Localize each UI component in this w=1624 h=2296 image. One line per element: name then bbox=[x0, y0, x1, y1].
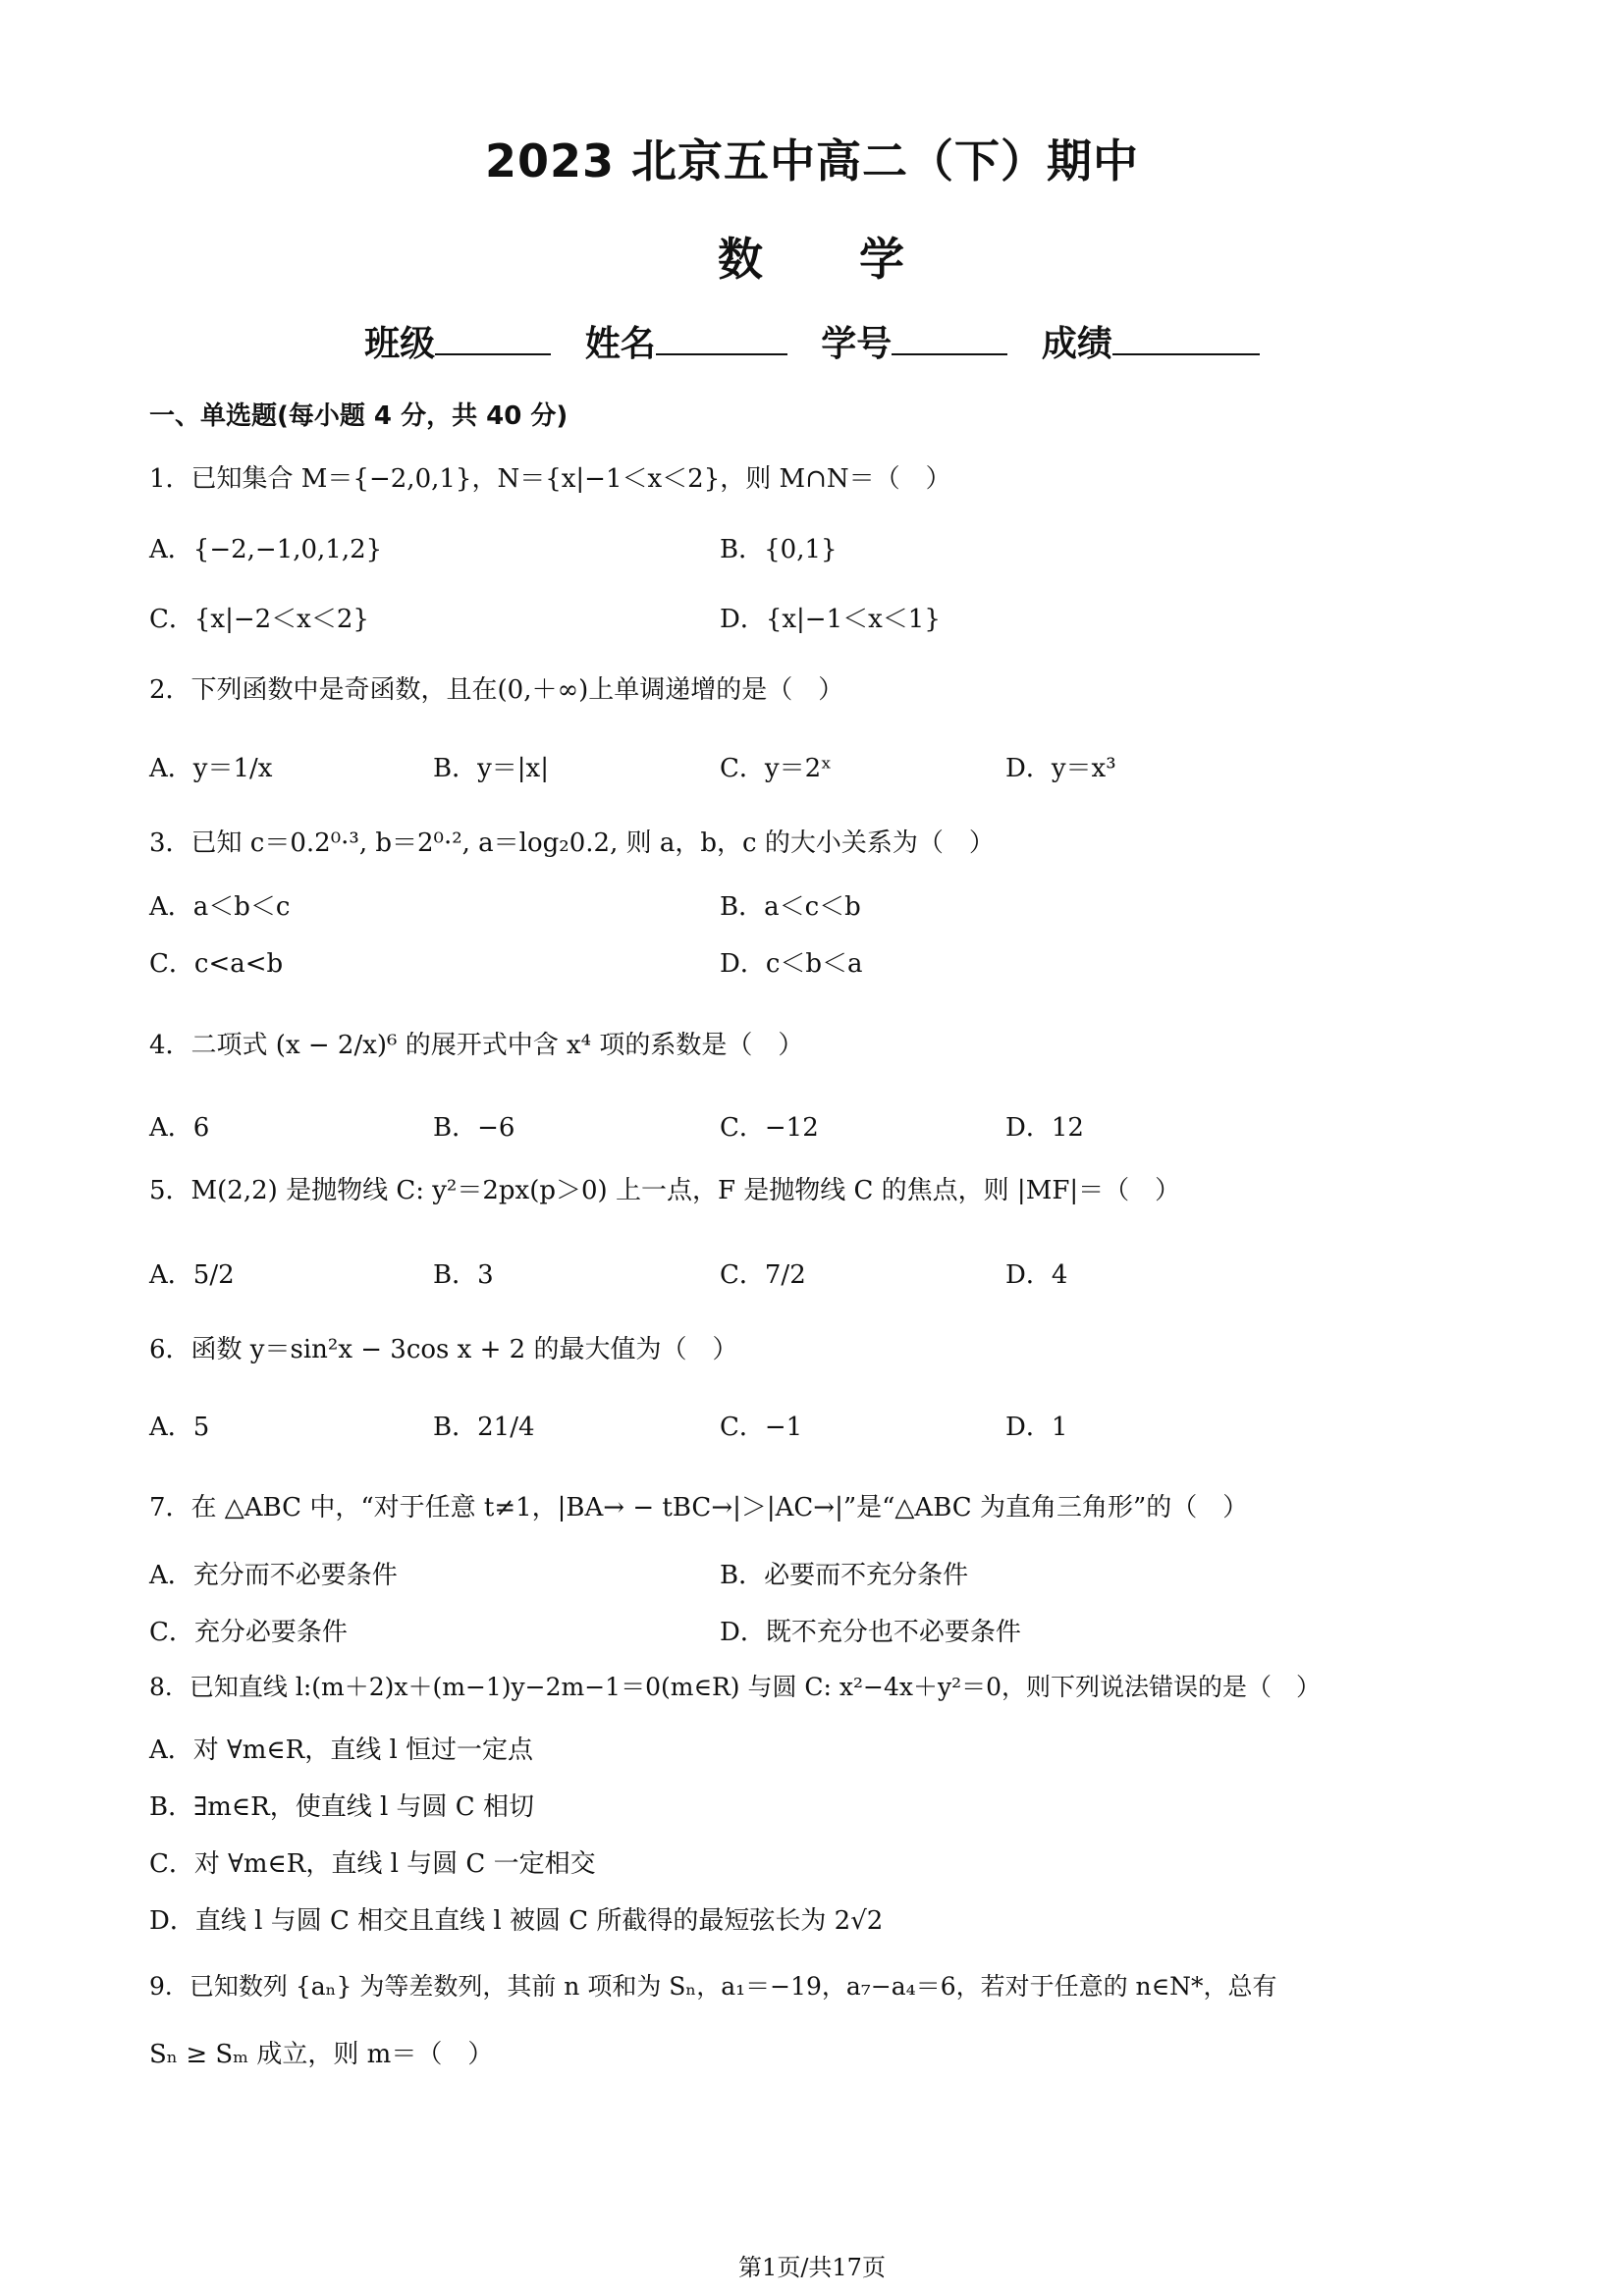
q7-option-a: A．充分而不必要条件 bbox=[149, 1561, 398, 1590]
student-id-label: 学号 bbox=[821, 324, 893, 364]
q6-option-a: A．5 bbox=[149, 1413, 210, 1442]
page-number: 第1页/共17页 bbox=[738, 2254, 886, 2281]
q5-option-a: A．5/2 bbox=[149, 1260, 235, 1290]
q8-option-a: A．对 ∀m∈R，直线 l 恒过一定点 bbox=[149, 1735, 534, 1765]
q7-option-d: D．既不充分也不必要条件 bbox=[720, 1618, 1021, 1647]
name-blank[interactable] bbox=[656, 322, 787, 355]
name-label: 姓名 bbox=[584, 324, 656, 364]
q2-option-a: A．y＝1/x bbox=[149, 754, 273, 783]
page-title: 2023 北京五中高二（下）期中 bbox=[484, 134, 1140, 187]
class-blank[interactable] bbox=[435, 322, 551, 355]
q3-option-c: C．c<a<b bbox=[149, 949, 284, 979]
q2-option-b: B．y＝|x| bbox=[433, 754, 549, 783]
q6-option-d: D．1 bbox=[1005, 1413, 1068, 1442]
question-5: 5．M(2,2) 是抛物线 C: y²＝2px(p＞0) 上一点，F 是抛物线 C 的焦点，则 |MF|＝（ ） bbox=[149, 1176, 1181, 1205]
question-1: 1．已知集合 M＝{−2,0,1}，N＝{x|−1＜x＜2}，则 M∩N＝（ ） bbox=[149, 464, 951, 494]
q1-option-b: B．{0,1} bbox=[720, 535, 838, 564]
score-label: 成绩 bbox=[1041, 324, 1112, 364]
q1-option-a: A．{−2,−1,0,1,2} bbox=[149, 535, 383, 564]
q8-option-d: D．直线 l 与圆 C 相交且直线 l 被圆 C 所截得的最短弦长为 2√2 bbox=[149, 1906, 884, 1936]
question-6: 6．函数 y＝sin²x − 3cos x + 2 的最大值为（ ） bbox=[149, 1335, 738, 1364]
q2-option-d: D．y＝x³ bbox=[1005, 754, 1116, 783]
question-3: 3．已知 c＝0.2⁰·³, b＝2⁰·², a＝log₂0.2, 则 a，b，c 的大小关系为（ ） bbox=[149, 828, 995, 858]
subject-title: 数 学 bbox=[718, 233, 906, 286]
q5-option-c: C．7/2 bbox=[720, 1260, 806, 1290]
q5-option-b: B．3 bbox=[433, 1260, 494, 1290]
q4-option-b: B．−6 bbox=[433, 1113, 515, 1143]
q4-option-a: A．6 bbox=[149, 1113, 210, 1143]
question-9-continued: Sₙ ≥ Sₘ 成立，则 m＝（ ） bbox=[149, 2040, 494, 2069]
class-label: 班级 bbox=[364, 324, 436, 364]
q1-option-d: D．{x|−1＜x＜1} bbox=[720, 605, 941, 634]
q7-option-c: C．充分必要条件 bbox=[149, 1618, 348, 1647]
section-heading: 一、单选题(每小题 4 分，共 40 分) bbox=[149, 401, 568, 431]
q8-option-b: B．∃m∈R，使直线 l 与圆 C 相切 bbox=[149, 1792, 534, 1822]
q7-option-b: B．必要而不充分条件 bbox=[720, 1561, 969, 1590]
q8-option-c: C．对 ∀m∈R，直线 l 与圆 C 一定相交 bbox=[149, 1849, 596, 1879]
question-4: 4．二项式 (x − 2/x)⁶ 的展开式中含 x⁴ 项的系数是（ ） bbox=[149, 1031, 804, 1060]
q5-option-d: D．4 bbox=[1005, 1260, 1068, 1290]
question-8: 8．已知直线 l:(m＋2)x＋(m−1)y−2m−1＝0(m∈R) 与圆 C: x²−4x＋y²＝0，则下列说法错误的是（ ） bbox=[149, 1673, 1322, 1701]
q4-option-d: D．12 bbox=[1005, 1113, 1084, 1143]
q2-option-c: C．y＝2ˣ bbox=[720, 754, 833, 783]
q1-option-c: C．{x|−2＜x＜2} bbox=[149, 605, 369, 634]
student-id-blank[interactable] bbox=[892, 322, 1007, 355]
score-blank[interactable] bbox=[1112, 322, 1260, 355]
question-2: 2．下列函数中是奇函数，且在(0,＋∞)上单调递增的是（ ） bbox=[149, 675, 844, 705]
question-9: 9．已知数列 {aₙ} 为等差数列，其前 n 项和为 Sₙ，a₁＝−19，a₇−a₄＝6，若对于任意的 n∈N*，总有 bbox=[149, 1972, 1277, 2001]
q3-option-b: B．a＜c＜b bbox=[720, 892, 861, 922]
q6-option-b: B．21/4 bbox=[433, 1413, 535, 1442]
q4-option-c: C．−12 bbox=[720, 1113, 819, 1143]
question-7: 7．在 △ABC 中，“对于任意 t≠1，|BA→ − tBC→|＞|AC→|”是“△ABC 为直角三角形”的（ ） bbox=[149, 1493, 1249, 1522]
student-info-fields bbox=[0, 316, 1624, 366]
q3-option-d: D．c＜b＜a bbox=[720, 949, 863, 979]
q3-option-a: A．a＜b＜c bbox=[149, 892, 291, 922]
q6-option-c: C．−1 bbox=[720, 1413, 803, 1442]
